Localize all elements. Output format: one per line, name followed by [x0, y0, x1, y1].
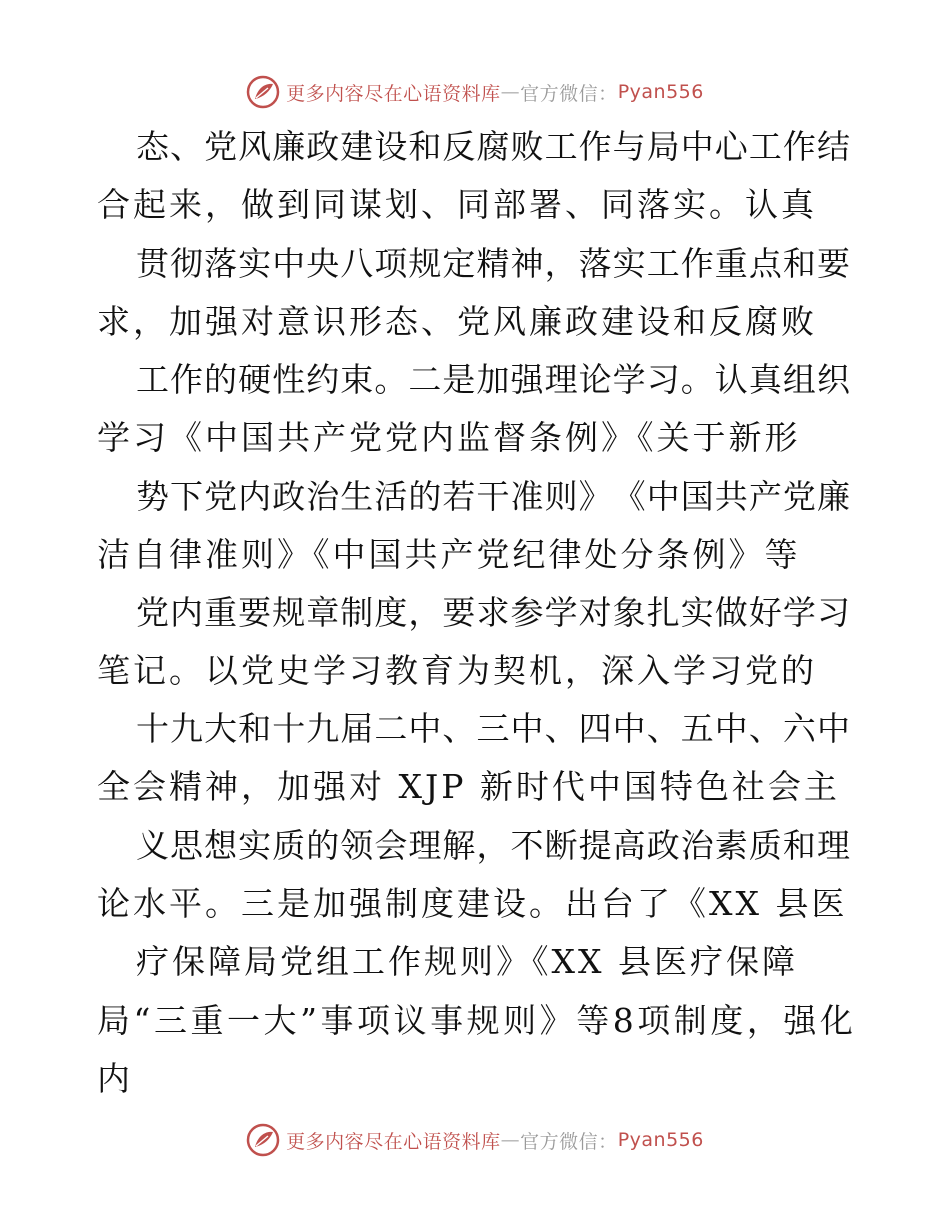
line-char: 设 [374, 127, 408, 166]
watermark-label: 官方微信： [520, 82, 618, 105]
line-char: 若 [442, 477, 476, 516]
line-char: 》 [578, 477, 612, 516]
line-char: 活 [374, 477, 408, 516]
line-char: 项 [637, 1001, 671, 1040]
line-char: 义 [136, 826, 169, 865]
line-char: 理 [816, 826, 850, 865]
line-char: 则 [544, 477, 578, 516]
line-char: 议 [393, 1001, 427, 1040]
body-line [136, 472, 850, 522]
line-char: 政 [272, 477, 306, 516]
line-char: 。 [374, 360, 408, 399]
line-char: 和 [782, 826, 816, 865]
body-line [97, 996, 853, 1046]
line-char: 中 [272, 244, 306, 283]
line-char: 和 [782, 244, 816, 283]
line-char: 工 [544, 127, 578, 166]
line-char: 认 [714, 360, 748, 399]
line-char: 党 [782, 477, 816, 516]
line-char: 八 [340, 244, 374, 283]
line-char: 廉 [816, 477, 850, 516]
body-line: 洁自律准则》《中国共产党纪律处分条例》等 [97, 535, 801, 574]
line-char: 度 [710, 1001, 744, 1040]
line-char: 实 [238, 826, 272, 865]
line-char: 定 [442, 244, 476, 283]
line-char: 要 [442, 593, 476, 632]
line-char: 提 [578, 826, 612, 865]
line-char: 生 [340, 477, 374, 516]
line-char: 实 [238, 244, 272, 283]
line-char: 项 [374, 244, 408, 283]
line-char: 作 [782, 127, 816, 166]
line-char: 度 [374, 593, 408, 632]
line-char: 五 [680, 709, 714, 748]
line-char: 廉 [272, 127, 306, 166]
body-line: 合起来，做到同谋划、同部署、同落实。认真 [97, 185, 817, 224]
line-char: 章 [306, 593, 340, 632]
line-char: 内 [238, 477, 272, 516]
body-line: 论水平。三是加强制度建设。出台了《XX 县医 [97, 884, 848, 923]
watermark-header [0, 72, 950, 112]
line-char: 象 [612, 593, 646, 632]
line-char: 结 [816, 127, 850, 166]
body-line [136, 821, 850, 871]
line-char: 中 [816, 709, 850, 748]
line-char: 实 [680, 593, 714, 632]
line-char: 想 [204, 826, 238, 865]
body-line: 笔记。以党史学习教育为契机，深入学习党的 [97, 651, 817, 690]
line-char: 三 [153, 1001, 187, 1040]
body-line [136, 239, 850, 289]
body-line [136, 704, 850, 754]
line-char: 政 [646, 826, 680, 865]
line-char: 九 [306, 709, 340, 748]
line-char: 神 [510, 244, 544, 283]
line-char: 不 [510, 826, 544, 865]
line-char: 二 [408, 360, 442, 399]
line-char: 《 [612, 477, 646, 516]
line-char: 要 [238, 593, 272, 632]
line-char: ， [544, 244, 578, 283]
line-char: 真 [748, 360, 782, 399]
line-char: 一 [227, 1001, 260, 1040]
line-char: 织 [816, 360, 850, 399]
line-char: 党 [204, 477, 238, 516]
line-char: 十 [136, 709, 169, 748]
line-char: 对 [578, 593, 612, 632]
line-char: 党 [204, 127, 238, 166]
body-line [136, 122, 850, 172]
line-char: 好 [748, 593, 782, 632]
line-char: 作 [578, 127, 612, 166]
line-char: 彻 [170, 244, 204, 283]
line-char: 共 [714, 477, 748, 516]
line-char: 落 [204, 244, 238, 283]
line-char: 十 [272, 709, 306, 748]
line-char: 扎 [646, 593, 680, 632]
line-char: 》 [539, 1001, 573, 1040]
line-char: 二 [374, 709, 408, 748]
line-char: 习 [646, 360, 680, 399]
line-char: 中 [510, 709, 544, 748]
line-char: 硬 [238, 360, 272, 399]
body-line [136, 588, 850, 638]
line-char: 领 [340, 826, 374, 865]
line-char: 实 [612, 244, 646, 283]
line-char: 大 [263, 1001, 297, 1040]
line-char: 建 [340, 127, 374, 166]
body-line: 学习《中国共产党党内监督条例》《关于新形 [97, 418, 801, 457]
line-char: 三 [476, 709, 510, 748]
line-char: 贯 [136, 244, 169, 283]
line-char: 项 [357, 1001, 390, 1040]
line-char: 等 [576, 1001, 610, 1040]
line-char: 则 [503, 1001, 537, 1040]
line-char: 工 [748, 127, 782, 166]
line-char: 态 [136, 127, 169, 166]
line-char: 理 [544, 360, 578, 399]
line-char: 下 [170, 477, 204, 516]
line-char: 治 [306, 477, 340, 516]
line-char: 论 [578, 360, 612, 399]
line-char: 要 [816, 244, 850, 283]
line-char: 干 [476, 477, 510, 516]
line-char: 作 [680, 244, 714, 283]
line-char: ， [746, 1001, 780, 1040]
line-char: ， [408, 593, 442, 632]
line-char: 学 [612, 360, 646, 399]
line-char: 局 [97, 1001, 130, 1040]
body-line: 内 [97, 1059, 133, 1098]
line-char: 九 [170, 709, 204, 748]
line-char: 参 [510, 593, 544, 632]
line-char: 央 [306, 244, 340, 283]
leaf-seal-icon [246, 1123, 280, 1157]
line-char: 会 [374, 826, 408, 865]
line-char: 中 [680, 127, 714, 166]
line-char: 规 [408, 244, 442, 283]
line-char: 、 [748, 709, 782, 748]
line-char: 大 [204, 709, 238, 748]
line-char: 落 [578, 244, 612, 283]
line-char: 反 [442, 127, 476, 166]
line-char: 和 [408, 127, 442, 166]
line-char: 是 [442, 360, 476, 399]
line-char: 解 [442, 826, 476, 865]
line-char: 中 [408, 709, 442, 748]
line-char: 高 [612, 826, 646, 865]
line-char: 中 [612, 709, 646, 748]
line-char: 重 [190, 1001, 224, 1040]
line-char: 势 [136, 477, 169, 516]
line-char: 重 [714, 244, 748, 283]
line-char: 约 [306, 360, 340, 399]
line-char: 四 [578, 709, 612, 748]
watermark-dash: — [500, 1129, 521, 1151]
line-char: 理 [408, 826, 442, 865]
body-line [136, 355, 850, 405]
watermark-footer [0, 1120, 950, 1160]
line-char: 化 [819, 1001, 853, 1040]
line-char: 届 [340, 709, 374, 748]
line-char: 的 [408, 477, 442, 516]
line-char: 败 [510, 127, 544, 166]
line-char: 质 [748, 826, 782, 865]
watermark-dash: — [500, 81, 521, 103]
line-char: 制 [340, 593, 374, 632]
body-line: 疗保障局党组工作规则》《XX 县医疗保障 [136, 942, 798, 981]
line-char: 素 [714, 826, 748, 865]
line-char: 规 [466, 1001, 500, 1040]
line-char: 。 [680, 360, 714, 399]
line-char: 组 [782, 360, 816, 399]
line-char: 强 [510, 360, 544, 399]
line-char: 中 [646, 477, 680, 516]
line-char: 学 [544, 593, 578, 632]
watermark-label: 官方微信： [520, 1130, 618, 1153]
line-char: 风 [238, 127, 272, 166]
line-char: ， [476, 826, 510, 865]
line-char: 加 [476, 360, 510, 399]
line-char: 的 [306, 826, 340, 865]
line-char: 事 [320, 1001, 354, 1040]
watermark-prefix: 更多内容尽在心语资料库 [286, 1130, 501, 1153]
line-char: 治 [680, 826, 714, 865]
line-char: 产 [748, 477, 782, 516]
line-char: 重 [204, 593, 238, 632]
line-char: 习 [816, 593, 850, 632]
line-char: 内 [170, 593, 204, 632]
line-char: 事 [430, 1001, 464, 1040]
line-char: 、 [646, 709, 680, 748]
line-char: 点 [748, 244, 782, 283]
body-line: 求，加强对意识形态、党风廉政建设和反腐败 [97, 302, 817, 341]
line-char: 和 [238, 709, 272, 748]
line-char: 断 [544, 826, 578, 865]
line-char: 强 [783, 1001, 817, 1040]
line-char: 作 [170, 360, 204, 399]
line-char: 精 [476, 244, 510, 283]
line-char: 性 [272, 360, 306, 399]
line-char: 的 [204, 360, 238, 399]
line-char: 局 [646, 127, 680, 166]
watermark-wechat-id: Pyan556 [617, 81, 704, 103]
line-char: 束 [340, 360, 374, 399]
line-char: 制 [673, 1001, 707, 1040]
watermark-wechat-id: Pyan556 [617, 1129, 704, 1151]
line-char: 8 [612, 1001, 634, 1040]
watermark-prefix: 更多内容尽在心语资料库 [286, 82, 501, 105]
line-char: 、 [544, 709, 578, 748]
line-char: 思 [170, 826, 204, 865]
line-char: 质 [272, 826, 306, 865]
line-char: ” [300, 1001, 317, 1040]
line-char: 准 [510, 477, 544, 516]
line-char: 国 [680, 477, 714, 516]
line-char: 政 [306, 127, 340, 166]
line-char: 工 [646, 244, 680, 283]
line-char: 、 [442, 709, 476, 748]
line-char: 工 [136, 360, 169, 399]
line-char: 中 [714, 709, 748, 748]
leaf-seal-icon [246, 75, 280, 109]
line-char: 党 [136, 593, 169, 632]
line-char: 心 [714, 127, 748, 166]
line-char: 腐 [476, 127, 510, 166]
line-char: 做 [714, 593, 748, 632]
line-char: 规 [272, 593, 306, 632]
line-char: 求 [476, 593, 510, 632]
line-char: “ [133, 1001, 151, 1040]
line-char: 、 [170, 127, 204, 166]
line-char: 与 [612, 127, 646, 166]
body-line: 全会精神，加强对 XJP 新时代中国特色社会主 [97, 767, 840, 806]
line-char: 六 [782, 709, 816, 748]
line-char: 学 [782, 593, 816, 632]
